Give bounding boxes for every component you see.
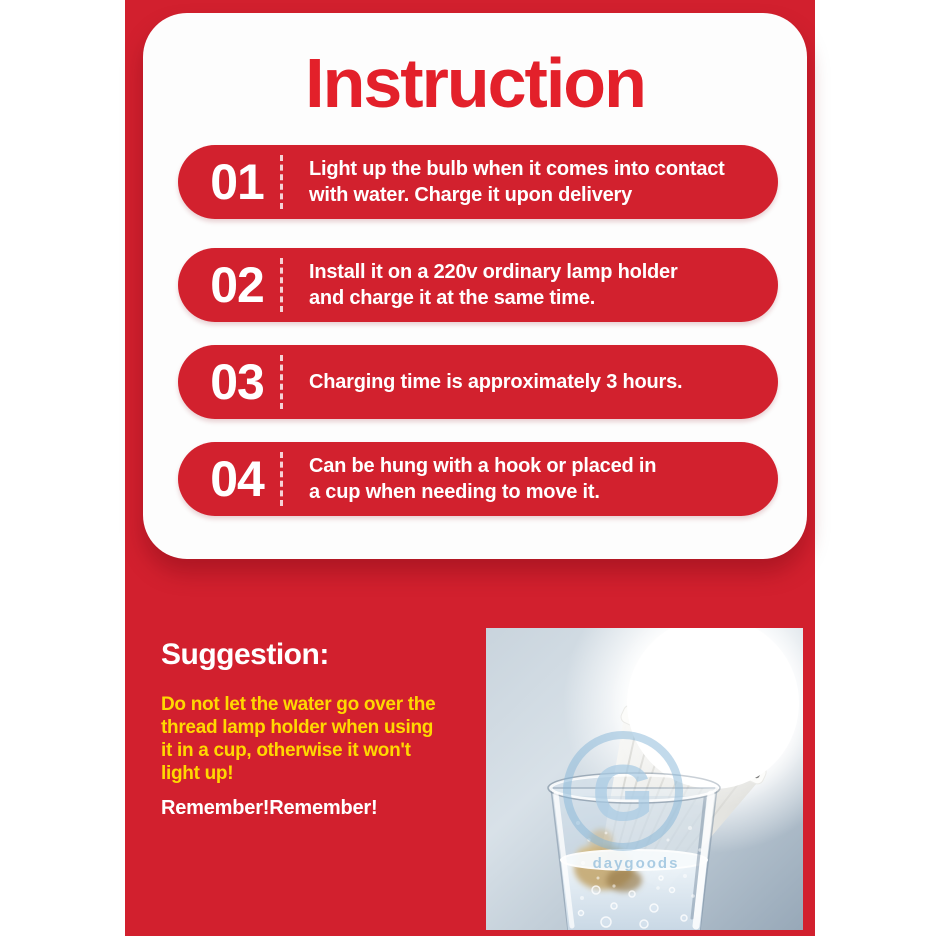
- step-number: 04: [210, 451, 264, 507]
- bulb-in-glass-photo: [486, 628, 803, 930]
- step-text-line: with water. Charge it upon delivery: [309, 184, 633, 206]
- step-number: 03: [210, 354, 264, 410]
- step-pill-1: [178, 145, 778, 219]
- warning-text: [161, 693, 491, 785]
- step-divider: [280, 258, 283, 312]
- bulb-in-glass-illustration: [486, 628, 803, 930]
- step-divider: [280, 452, 283, 506]
- step-text: [309, 156, 725, 208]
- step-text-line: Light up the bulb when it comes into contact: [309, 158, 725, 180]
- step-number: 01: [210, 154, 264, 210]
- step-text-line: Can be hung with a hook or placed in: [309, 455, 657, 477]
- step-text-line: Charging time is approximately 3 hours.: [309, 371, 683, 393]
- step-text: [309, 259, 678, 311]
- warning-line: light up!: [161, 763, 234, 784]
- step-pill-3: [178, 345, 778, 419]
- step-pill-2: [178, 248, 778, 322]
- step-divider: [280, 155, 283, 209]
- warning-line: Do not let the water go over the: [161, 694, 436, 715]
- suggestion-heading: Suggestion:: [161, 638, 329, 671]
- suggestion-section: [161, 636, 491, 820]
- step-text-line: and charge it at the same time.: [309, 287, 596, 309]
- watermark-text: daygoods: [592, 855, 680, 872]
- step-text: [309, 453, 656, 505]
- warning-line: thread lamp holder when using: [161, 717, 434, 738]
- instruction-card: [143, 13, 807, 559]
- warning-line: it in a cup, otherwise it won't: [161, 740, 411, 761]
- step-pill-4: [178, 442, 778, 516]
- instruction-poster: [125, 0, 815, 936]
- reminder-text: Remember!Remember!: [161, 797, 378, 819]
- step-text: [309, 369, 682, 395]
- step-divider: [280, 355, 283, 409]
- step-text-line: Install it on a 220v ordinary lamp holder: [309, 261, 678, 283]
- step-number: 02: [210, 257, 264, 313]
- step-text-line: a cup when needing to move it.: [309, 481, 600, 503]
- watermark-letter: G: [591, 748, 655, 837]
- page-title: Instruction: [305, 44, 645, 122]
